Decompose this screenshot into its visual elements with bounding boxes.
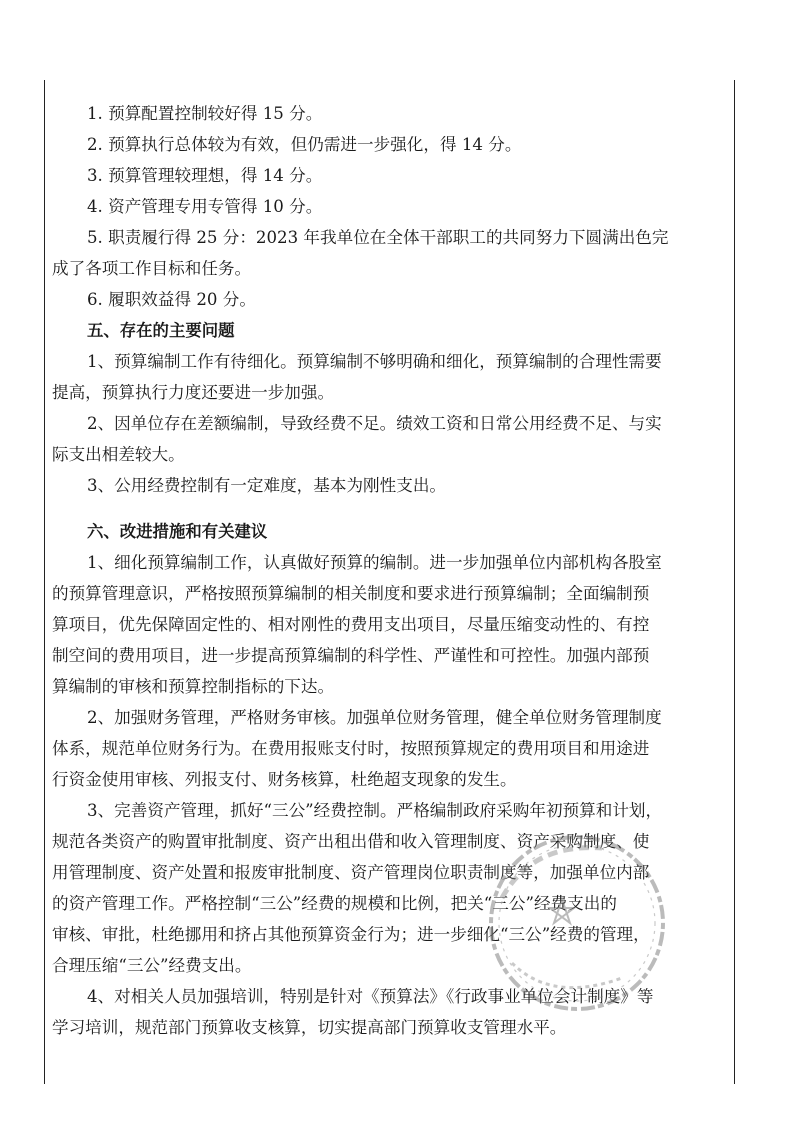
section6-line: 3、完善资产管理，抓好“三公”经费控制。严格编制政府采购年初预算和计划， [87, 801, 663, 820]
section6-line: 算编制的审核和预算控制指标的下达。 [52, 677, 335, 696]
section6-line: 1、细化预算编制工作，认真做好预算的编制。进一步加强单位内部机构各股室 [87, 553, 662, 572]
section6-line: 4、对相关人员加强培训，特别是针对《预算法》《行政事业单位会计制度》等 [87, 987, 654, 1006]
score-line-3: 3. 预算管理较理想，得 14 分。 [87, 166, 323, 185]
section6-line: 审核、审批，杜绝挪用和挤占其他预算资金行为；进一步细化“三公”经费的管理， [52, 925, 650, 944]
section6-heading: 六、改进措施和有关建议 [87, 522, 268, 541]
score-line-5-cont: 成了各项工作目标和任务。 [52, 259, 252, 278]
section6-line: 规范各类资产的购置审批制度、资产出租出借和收入管理制度、资产采购制度、使 [52, 832, 650, 851]
official-seal-stamp [482, 828, 672, 1018]
section6-line: 行资金使用审核、列报支付、财务核算，杜绝超支现象的发生。 [52, 770, 517, 789]
section5-line: 际支出相差较大。 [52, 445, 185, 464]
section6-line: 用管理制度、资产处置和报废审批制度、资产管理岗位职责制度等，加强单位内部 [52, 863, 650, 882]
section6-line: 合理压缩“三公”经费支出。 [52, 956, 252, 975]
section6-line: 学习培训，规范部门预算收支核算，切实提高部门预算收支管理水平。 [52, 1018, 567, 1037]
score-line-2: 2. 预算执行总体较为有效，但仍需进一步强化，得 14 分。 [87, 135, 522, 154]
section6-line: 的预算管理意识，严格按照预算编制的相关制度和要求进行预算编制；全面编制预 [52, 584, 650, 603]
section5-line: 3、公用经费控制有一定难度，基本为刚性支出。 [87, 476, 447, 495]
score-line-5: 5. 职责履行得 25 分：2023 年我单位在全体干部职工的共同努力下圆满出色完 [87, 228, 669, 247]
section5-heading: 五、存在的主要问题 [87, 321, 235, 340]
section6-line: 2、加强财务管理，严格财务审核。加强单位财务管理，健全单位财务管理制度 [87, 708, 662, 727]
score-line-1: 1. 预算配置控制较好得 15 分。 [87, 104, 323, 123]
score-line-4: 4. 资产管理专用专管得 10 分。 [87, 197, 323, 216]
score-line-6: 6. 履职效益得 20 分。 [87, 290, 256, 309]
section6-line: 制空间的费用项目，进一步提高预算编制的科学性、严谨性和可控性。加强内部预 [52, 646, 650, 665]
section5-line: 提高，预算执行力度还要进一步加强。 [52, 383, 335, 402]
section5-line: 2、因单位存在差额编制，导致经费不足。绩效工资和日常公用经费不足、与实 [87, 414, 662, 433]
section5-line: 1、预算编制工作有待细化。预算编制不够明确和细化，预算编制的合理性需要 [87, 352, 662, 371]
section6-line: 体系，规范单位财务行为。在费用报账支付时，按照预算规定的费用项目和用途进 [52, 739, 650, 758]
section6-line: 的资产管理工作。严格控制“三公”经费的规模和比例，把关“三公”经费支出的 [52, 894, 617, 913]
section6-line: 算项目，优先保障固定性的、相对刚性的费用支出项目，尽量压缩变动性的、有控 [52, 615, 650, 634]
